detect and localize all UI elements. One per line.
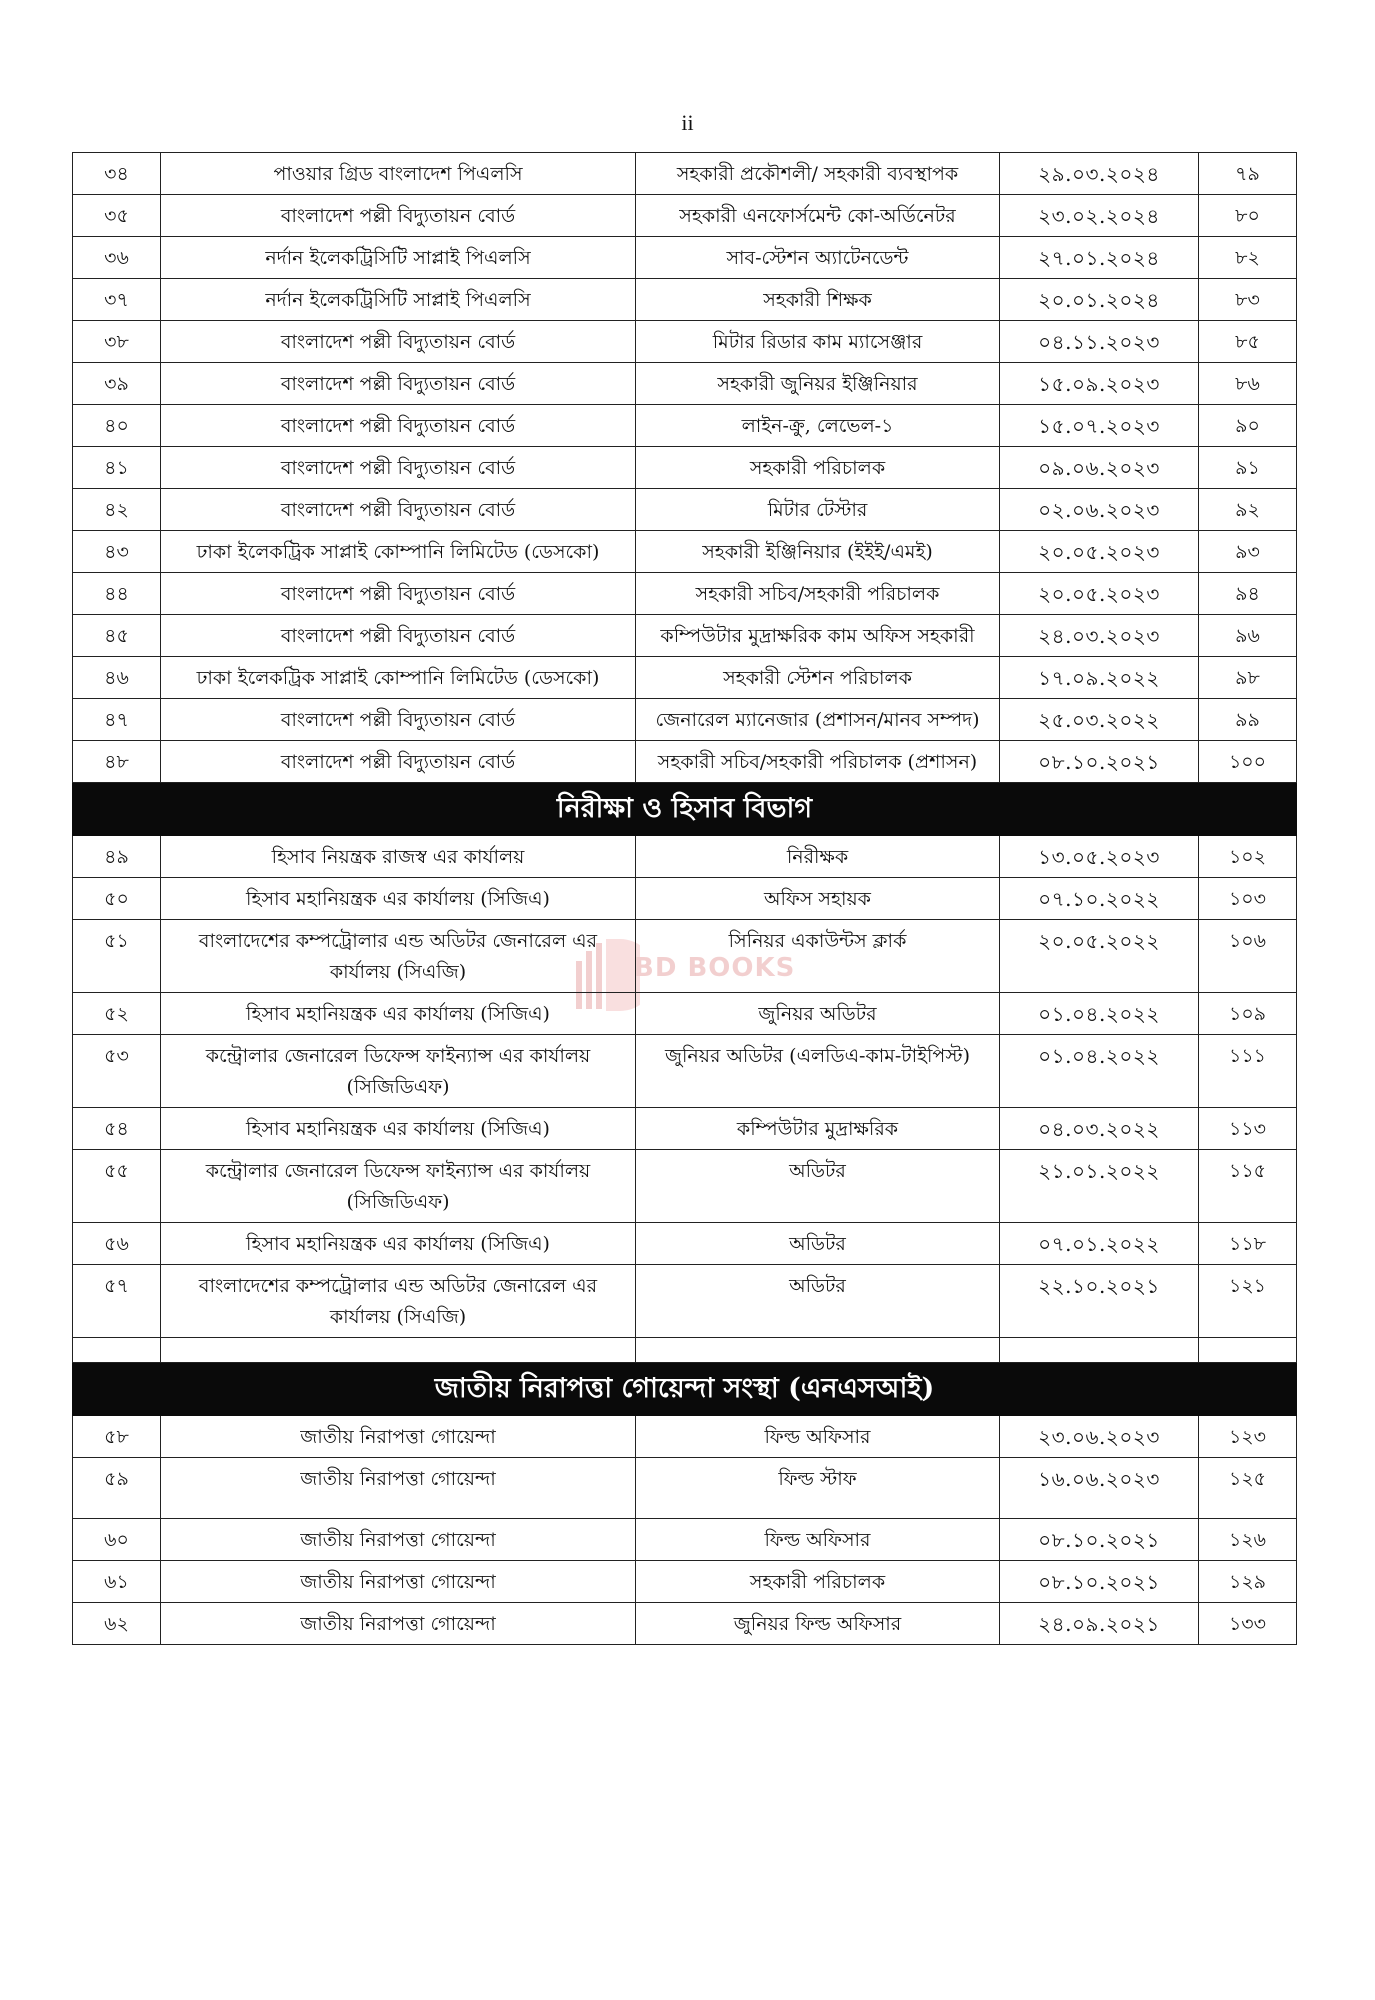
table-row [73, 1458, 1297, 1519]
spacer-row [73, 1338, 1297, 1363]
job-list-body [73, 153, 1297, 1645]
serial-cell: ৩৮ [73, 321, 161, 363]
date-cell: ০৭.০১.২০২২ [1000, 1223, 1199, 1265]
date-cell: ২০.০৫.২০২৩ [1000, 531, 1199, 573]
page-cell: ১১১ [1199, 1035, 1297, 1108]
page-cell: ১১৫ [1199, 1150, 1297, 1223]
post-cell: নিরীক্ষক [636, 836, 1000, 878]
date-cell: ২০.০১.২০২৪ [1000, 279, 1199, 321]
serial-cell: ৫৬ [73, 1223, 161, 1265]
page-cell: ৯২ [1199, 489, 1297, 531]
post-cell: সহকারী প্রকৌশলী/ সহকারী ব্যবস্থাপক [636, 153, 1000, 195]
page-cell: ৮৩ [1199, 279, 1297, 321]
organization-cell: বাংলাদেশ পল্লী বিদ্যুতায়ন বোর্ড [161, 699, 636, 741]
organization-cell: হিসাব মহানিয়ন্ত্রক এর কার্যালয় (সিজিএ) [161, 993, 636, 1035]
date-cell: ২৫.০৩.২০২২ [1000, 699, 1199, 741]
serial-cell: ৪৭ [73, 699, 161, 741]
organization-cell: কন্ট্রোলার জেনারেল ডিফেন্স ফাইন্যান্স এর কার্যালয় (সিজিডিএফ) [161, 1035, 636, 1108]
organization-cell: হিসাব মহানিয়ন্ত্রক এর কার্যালয় (সিজিএ) [161, 878, 636, 920]
date-cell: ১৫.০৯.২০২৩ [1000, 363, 1199, 405]
organization-cell: হিসাব নিয়ন্ত্রক রাজস্ব এর কার্যালয় [161, 836, 636, 878]
serial-cell: ৩৯ [73, 363, 161, 405]
serial-cell: ৫৮ [73, 1416, 161, 1458]
table-row [73, 699, 1297, 741]
table-row [73, 878, 1297, 920]
post-cell: অডিটর [636, 1265, 1000, 1338]
table-row [73, 993, 1297, 1035]
post-cell: সহকারী জুনিয়র ইঞ্জিনিয়ার [636, 363, 1000, 405]
table-row [73, 405, 1297, 447]
watermark-text: BD BOOKS [634, 953, 796, 983]
date-cell: ২৭.০১.২০২৪ [1000, 237, 1199, 279]
organization-cell: জাতীয় নিরাপত্তা গোয়েন্দা [161, 1561, 636, 1603]
post-cell: ফিল্ড অফিসার [636, 1416, 1000, 1458]
date-cell: ২৪.০৯.২০২১ [1000, 1603, 1199, 1645]
post-cell: অডিটর [636, 1223, 1000, 1265]
spacer-cell [1199, 1338, 1297, 1363]
organization-cell: বাংলাদেশ পল্লী বিদ্যুতায়ন বোর্ড [161, 195, 636, 237]
serial-cell: ৪৯ [73, 836, 161, 878]
organization-cell: জাতীয় নিরাপত্তা গোয়েন্দা [161, 1603, 636, 1645]
serial-cell: ৪৩ [73, 531, 161, 573]
page-cell: ১৩৩ [1199, 1603, 1297, 1645]
date-cell: ০২.০৬.২০২৩ [1000, 489, 1199, 531]
post-cell: কম্পিউটার মুদ্রাক্ষরিক [636, 1108, 1000, 1150]
date-cell: ০৮.১০.২০২১ [1000, 1561, 1199, 1603]
table-row [73, 920, 1297, 993]
table-row [73, 1035, 1297, 1108]
section-header-row [73, 1363, 1297, 1416]
spacer-cell [636, 1338, 1000, 1363]
post-cell: সহকারী পরিচালক [636, 447, 1000, 489]
table-row [73, 615, 1297, 657]
page-cell: ৮২ [1199, 237, 1297, 279]
page-cell: ১২১ [1199, 1265, 1297, 1338]
organization-cell: হিসাব মহানিয়ন্ত্রক এর কার্যালয় (সিজিএ) [161, 1108, 636, 1150]
organization-cell: বাংলাদেশ পল্লী বিদ্যুতায়ন বোর্ড [161, 489, 636, 531]
organization-cell: বাংলাদেশ পল্লী বিদ্যুতায়ন বোর্ড [161, 741, 636, 783]
page-cell: ৯৮ [1199, 657, 1297, 699]
serial-cell: ৫৭ [73, 1265, 161, 1338]
serial-cell: ৫৯ [73, 1458, 161, 1519]
page-cell: ১০৯ [1199, 993, 1297, 1035]
serial-cell: ৪২ [73, 489, 161, 531]
table-row [73, 1519, 1297, 1561]
post-cell: লাইন-ক্রু, লেভেল-১ [636, 405, 1000, 447]
serial-cell: ৫৩ [73, 1035, 161, 1108]
table-row [73, 1265, 1297, 1338]
page-cell: ৯৯ [1199, 699, 1297, 741]
page-cell: ৯৩ [1199, 531, 1297, 573]
organization-cell: বাংলাদেশ পল্লী বিদ্যুতায়ন বোর্ড [161, 321, 636, 363]
date-cell: ১৫.০৭.২০২৩ [1000, 405, 1199, 447]
organization-cell: জাতীয় নিরাপত্তা গোয়েন্দা [161, 1458, 636, 1519]
post-cell: সহকারী এনফোর্সমেন্ট কো-অর্ডিনেটর [636, 195, 1000, 237]
post-cell: ফিল্ড অফিসার [636, 1519, 1000, 1561]
date-cell: ১৩.০৫.২০২৩ [1000, 836, 1199, 878]
post-cell: সহকারী ইঞ্জিনিয়ার (ইইই/এমই) [636, 531, 1000, 573]
spacer-cell [73, 1338, 161, 1363]
date-cell: ২২.১০.২০২১ [1000, 1265, 1199, 1338]
date-cell: ০৮.১০.২০২১ [1000, 1519, 1199, 1561]
serial-cell: ৫৫ [73, 1150, 161, 1223]
serial-cell: ৫১ [73, 920, 161, 993]
page-cell: ৯৬ [1199, 615, 1297, 657]
section-title-audit: নিরীক্ষা ও হিসাব বিভাগ [73, 783, 1297, 836]
page-cell: ৮৫ [1199, 321, 1297, 363]
serial-cell: ৫৪ [73, 1108, 161, 1150]
post-cell: মিটার টেস্টার [636, 489, 1000, 531]
table-row [73, 489, 1297, 531]
table-row [73, 1561, 1297, 1603]
table-row [73, 1603, 1297, 1645]
page-cell: ৭৯ [1199, 153, 1297, 195]
table-row [73, 836, 1297, 878]
date-cell: ১৭.০৯.২০২২ [1000, 657, 1199, 699]
page-cell: ১২৩ [1199, 1416, 1297, 1458]
organization-cell: নর্দান ইলেকট্রিসিটি সাপ্লাই পিএলসি [161, 237, 636, 279]
page-cell: ৮০ [1199, 195, 1297, 237]
post-cell: সিনিয়র একাউন্টস ক্লার্ক [636, 920, 1000, 993]
page-cell: ১২৫ [1199, 1458, 1297, 1519]
organization-cell: পাওয়ার গ্রিড বাংলাদেশ পিএলসি [161, 153, 636, 195]
date-cell: ০১.০৪.২০২২ [1000, 993, 1199, 1035]
post-cell: জুনিয়র ফিল্ড অফিসার [636, 1603, 1000, 1645]
page-cell: ১২৬ [1199, 1519, 1297, 1561]
date-cell: ০৭.১০.২০২২ [1000, 878, 1199, 920]
post-cell: ফিল্ড স্টাফ [636, 1458, 1000, 1519]
organization-cell: নর্দান ইলেকট্রিসিটি সাপ্লাই পিএলসি [161, 279, 636, 321]
organization-cell: হিসাব মহানিয়ন্ত্রক এর কার্যালয় (সিজিএ) [161, 1223, 636, 1265]
date-cell: ০৪.০৩.২০২২ [1000, 1108, 1199, 1150]
page-cell: ৮৬ [1199, 363, 1297, 405]
table-row [73, 447, 1297, 489]
organization-cell: বাংলাদেশ পল্লী বিদ্যুতায়ন বোর্ড [161, 615, 636, 657]
section-header-row [73, 783, 1297, 836]
table-row [73, 1108, 1297, 1150]
table-row [73, 531, 1297, 573]
date-cell: ২৩.০২.২০২৪ [1000, 195, 1199, 237]
page-cell: ১০৬ [1199, 920, 1297, 993]
organization-cell: বাংলাদেশ পল্লী বিদ্যুতায়ন বোর্ড [161, 573, 636, 615]
page-cell: ৯০ [1199, 405, 1297, 447]
organization-cell: বাংলাদেশের কম্পট্রোলার এন্ড অডিটর জেনারেল এর কার্যালয় (সিএজি) [161, 920, 636, 993]
organization-cell: জাতীয় নিরাপত্তা গোয়েন্দা [161, 1416, 636, 1458]
organization-cell: ঢাকা ইলেকট্রিক সাপ্লাই কোম্পানি লিমিটেড (ডেসকো) [161, 657, 636, 699]
serial-cell: ৪১ [73, 447, 161, 489]
organization-cell: ঢাকা ইলেকট্রিক সাপ্লাই কোম্পানি লিমিটেড (ডেসকো) [161, 531, 636, 573]
organization-cell: বাংলাদেশ পল্লী বিদ্যুতায়ন বোর্ড [161, 447, 636, 489]
post-cell: সাব-স্টেশন অ্যাটেনডেন্ট [636, 237, 1000, 279]
section-title-nsi: জাতীয় নিরাপত্তা গোয়েন্দা সংস্থা (এনএসআই) [73, 1363, 1297, 1416]
job-list-table [72, 152, 1297, 1645]
serial-cell: ৫০ [73, 878, 161, 920]
date-cell: ০৪.১১.২০২৩ [1000, 321, 1199, 363]
page-cell: ১১৩ [1199, 1108, 1297, 1150]
table-row [73, 195, 1297, 237]
date-cell: ১৬.০৬.২০২৩ [1000, 1458, 1199, 1519]
post-cell: সহকারী শিক্ষক [636, 279, 1000, 321]
organization-cell: বাংলাদেশের কম্পট্রোলার এন্ড অডিটর জেনারেল এর কার্যালয় (সিএজি) [161, 1265, 636, 1338]
page-cell: ১০২ [1199, 836, 1297, 878]
post-cell: জুনিয়র অডিটর [636, 993, 1000, 1035]
post-cell: অডিটর [636, 1150, 1000, 1223]
date-cell: ২০.০৫.২০২৩ [1000, 573, 1199, 615]
serial-cell: ৩৭ [73, 279, 161, 321]
post-cell: সহকারী সচিব/সহকারী পরিচালক (প্রশাসন) [636, 741, 1000, 783]
table-row [73, 321, 1297, 363]
serial-cell: ৪০ [73, 405, 161, 447]
page-cell: ১০৩ [1199, 878, 1297, 920]
page-cell: ১১৮ [1199, 1223, 1297, 1265]
serial-cell: ৩৫ [73, 195, 161, 237]
post-cell: কম্পিউটার মুদ্রাক্ষরিক কাম অফিস সহকারী [636, 615, 1000, 657]
date-cell: ০৮.১০.২০২১ [1000, 741, 1199, 783]
date-cell: ২৩.০৬.২০২৩ [1000, 1416, 1199, 1458]
serial-cell: ৪৪ [73, 573, 161, 615]
serial-cell: ৪৫ [73, 615, 161, 657]
serial-cell: ৬১ [73, 1561, 161, 1603]
serial-cell: ৬২ [73, 1603, 161, 1645]
spacer-cell [1000, 1338, 1199, 1363]
organization-cell: কন্ট্রোলার জেনারেল ডিফেন্স ফাইন্যান্স এর কার্যালয় (সিজিডিএফ) [161, 1150, 636, 1223]
page-cell: ৯১ [1199, 447, 1297, 489]
serial-cell: ৩৪ [73, 153, 161, 195]
post-cell: সহকারী পরিচালক [636, 1561, 1000, 1603]
organization-cell: জাতীয় নিরাপত্তা গোয়েন্দা [161, 1519, 636, 1561]
serial-cell: ৪৮ [73, 741, 161, 783]
table-row [73, 1223, 1297, 1265]
page-cell: ১০০ [1199, 741, 1297, 783]
date-cell: ২৪.০৩.২০২৩ [1000, 615, 1199, 657]
date-cell: ০৯.০৬.২০২৩ [1000, 447, 1199, 489]
organization-cell: বাংলাদেশ পল্লী বিদ্যুতায়ন বোর্ড [161, 363, 636, 405]
table-row [73, 573, 1297, 615]
date-cell: ২৯.০৩.২০২৪ [1000, 153, 1199, 195]
date-cell: ০১.০৪.২০২২ [1000, 1035, 1199, 1108]
page-number: ii [681, 110, 694, 135]
table-row [73, 657, 1297, 699]
table-row [73, 279, 1297, 321]
post-cell: জুনিয়র অডিটর (এলডিএ-কাম-টাইপিস্ট) [636, 1035, 1000, 1108]
post-cell: মিটার রিডার কাম ম্যাসেঞ্জার [636, 321, 1000, 363]
table-row [73, 1150, 1297, 1223]
post-cell: অফিস সহায়ক [636, 878, 1000, 920]
serial-cell: ৪৬ [73, 657, 161, 699]
table-row [73, 363, 1297, 405]
page-cell: ৯৪ [1199, 573, 1297, 615]
serial-cell: ৬০ [73, 1519, 161, 1561]
post-cell: জেনারেল ম্যানেজার (প্রশাসন/মানব সম্পদ) [636, 699, 1000, 741]
organization-cell: বাংলাদেশ পল্লী বিদ্যুতায়ন বোর্ড [161, 405, 636, 447]
serial-cell: ৫২ [73, 993, 161, 1035]
table-row [73, 1416, 1297, 1458]
table-row [73, 153, 1297, 195]
table-row [73, 237, 1297, 279]
post-cell: সহকারী সচিব/সহকারী পরিচালক [636, 573, 1000, 615]
table-row [73, 741, 1297, 783]
date-cell: ২০.০৫.২০২২ [1000, 920, 1199, 993]
serial-cell: ৩৬ [73, 237, 161, 279]
page-cell: ১২৯ [1199, 1561, 1297, 1603]
post-cell: সহকারী স্টেশন পরিচালক [636, 657, 1000, 699]
spacer-cell [161, 1338, 636, 1363]
date-cell: ২১.০১.২০২২ [1000, 1150, 1199, 1223]
